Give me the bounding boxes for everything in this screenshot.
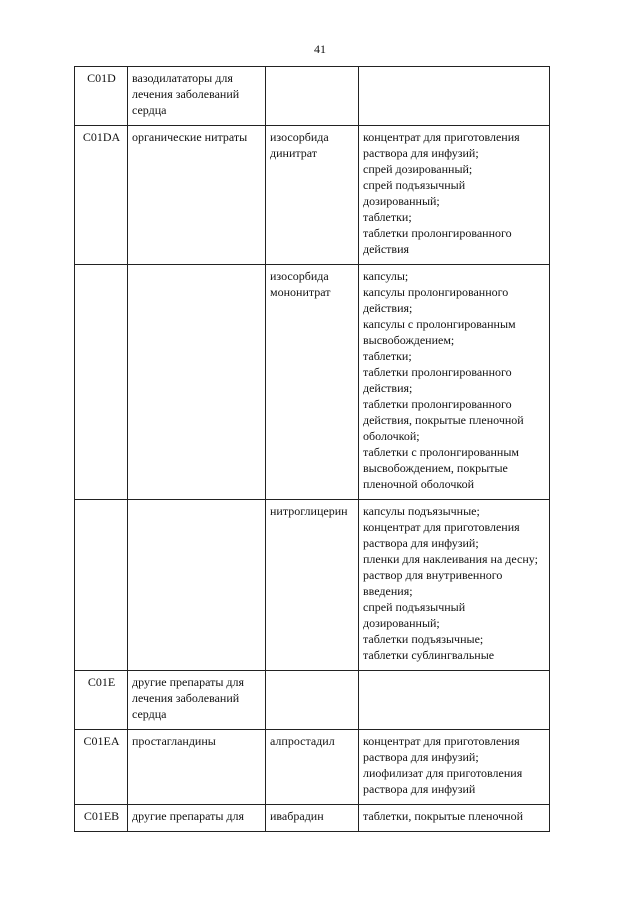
forms-line: высвобождением, покрытые [363, 461, 508, 475]
cell-code [75, 730, 128, 805]
substance-line: изосорбида [270, 130, 329, 144]
cell-group [128, 671, 266, 730]
forms-line: спрей дозированный; [363, 162, 473, 176]
cell-forms [359, 730, 550, 805]
table-row [75, 500, 550, 671]
cell-group [128, 805, 266, 832]
table-row [75, 126, 550, 265]
forms-line: таблетки; [363, 210, 412, 224]
cell-substance [266, 67, 359, 126]
table-row [75, 805, 550, 832]
substance-line: динитрат [270, 146, 318, 160]
atc-code: C01EA [83, 734, 120, 748]
atc-code: C01EB [83, 809, 120, 823]
cell-code [75, 500, 128, 671]
forms-line: таблетки сублингвальные [363, 648, 495, 662]
cell-forms [359, 805, 550, 832]
forms-line: капсулы подъязычные; [363, 504, 480, 518]
forms-line: спрей подъязычный [363, 178, 466, 192]
cell-substance [266, 730, 359, 805]
table-row [75, 671, 550, 730]
forms-line: раствора для инфузий; [363, 536, 479, 550]
cell-group [128, 730, 266, 805]
group-line: лечения заболеваний [132, 691, 240, 705]
forms-line: капсулы пролонгированного [363, 285, 509, 299]
cell-substance [266, 671, 359, 730]
forms-line: концентрат для приготовления [363, 130, 520, 144]
group-line: вазодилататоры для [132, 71, 233, 85]
forms-line: раствор для внутривенного [363, 568, 503, 582]
forms-line: таблетки пролонгированного [363, 397, 512, 411]
forms-line: раствора для инфузий; [363, 146, 479, 160]
cell-group [128, 500, 266, 671]
forms-line: пленки для наклеивания на десну; [363, 552, 538, 566]
cell-forms [359, 671, 550, 730]
substance-line: изосорбида [270, 269, 329, 283]
cell-code [75, 805, 128, 832]
forms-line: дозированный; [363, 616, 440, 630]
table-row [75, 265, 550, 500]
forms-line: таблетки; [363, 349, 412, 363]
atc-code: C01D [87, 71, 116, 85]
cell-group [128, 265, 266, 500]
table-row [75, 67, 550, 126]
forms-line: лиофилизат для приготовления [363, 766, 523, 780]
forms-line: введения; [363, 584, 413, 598]
group-line: другие препараты для [132, 675, 245, 689]
cell-code [75, 126, 128, 265]
atc-code: C01E [87, 675, 116, 689]
substance-line: нитроглицерин [270, 504, 348, 518]
page-number: 41 [314, 42, 326, 56]
forms-line: раствора для инфузий; [363, 750, 479, 764]
cell-forms [359, 265, 550, 500]
table-body [75, 67, 550, 832]
forms-line: действия; [363, 301, 413, 315]
group-line: лечения заболеваний [132, 87, 240, 101]
forms-line: раствора для инфузий [363, 782, 476, 796]
cell-substance [266, 126, 359, 265]
group-line: простагландины [132, 734, 216, 748]
cell-group [128, 67, 266, 126]
drug-table [74, 66, 550, 832]
forms-line: действия [363, 242, 410, 256]
cell-substance [266, 500, 359, 671]
forms-line: высвобождением; [363, 333, 455, 347]
group-line: сердца [132, 707, 167, 721]
substance-line: алпростадил [270, 734, 335, 748]
forms-line: таблетки с пролонгированным [363, 445, 520, 459]
forms-line: таблетки пролонгированного [363, 226, 512, 240]
forms-line: оболочкой; [363, 429, 420, 443]
substance-line: мононитрат [270, 285, 331, 299]
forms-line: капсулы; [363, 269, 409, 283]
forms-line: концентрат для приготовления [363, 520, 520, 534]
group-line: другие препараты для [132, 809, 245, 823]
cell-group [128, 126, 266, 265]
forms-line: спрей подъязычный [363, 600, 466, 614]
cell-code [75, 67, 128, 126]
table-row [75, 730, 550, 805]
cell-code [75, 671, 128, 730]
group-line: сердца [132, 103, 167, 117]
forms-line: пленочной оболочкой [363, 477, 475, 491]
forms-line: концентрат для приготовления [363, 734, 520, 748]
group-line: органические нитраты [132, 130, 248, 144]
cell-code [75, 265, 128, 500]
cell-forms [359, 67, 550, 126]
forms-line: действия, покрытые пленочной [363, 413, 524, 427]
forms-line: таблетки, покрытые пленочной [363, 809, 524, 823]
cell-forms [359, 500, 550, 671]
substance-line: ивабрадин [270, 809, 324, 823]
forms-line: действия; [363, 381, 413, 395]
cell-forms [359, 126, 550, 265]
cell-substance [266, 265, 359, 500]
cell-substance [266, 805, 359, 832]
forms-line: таблетки пролонгированного [363, 365, 512, 379]
forms-line: дозированный; [363, 194, 440, 208]
forms-line: таблетки подъязычные; [363, 632, 484, 646]
atc-code: C01DA [82, 130, 121, 144]
forms-line: капсулы с пролонгированным [363, 317, 516, 331]
